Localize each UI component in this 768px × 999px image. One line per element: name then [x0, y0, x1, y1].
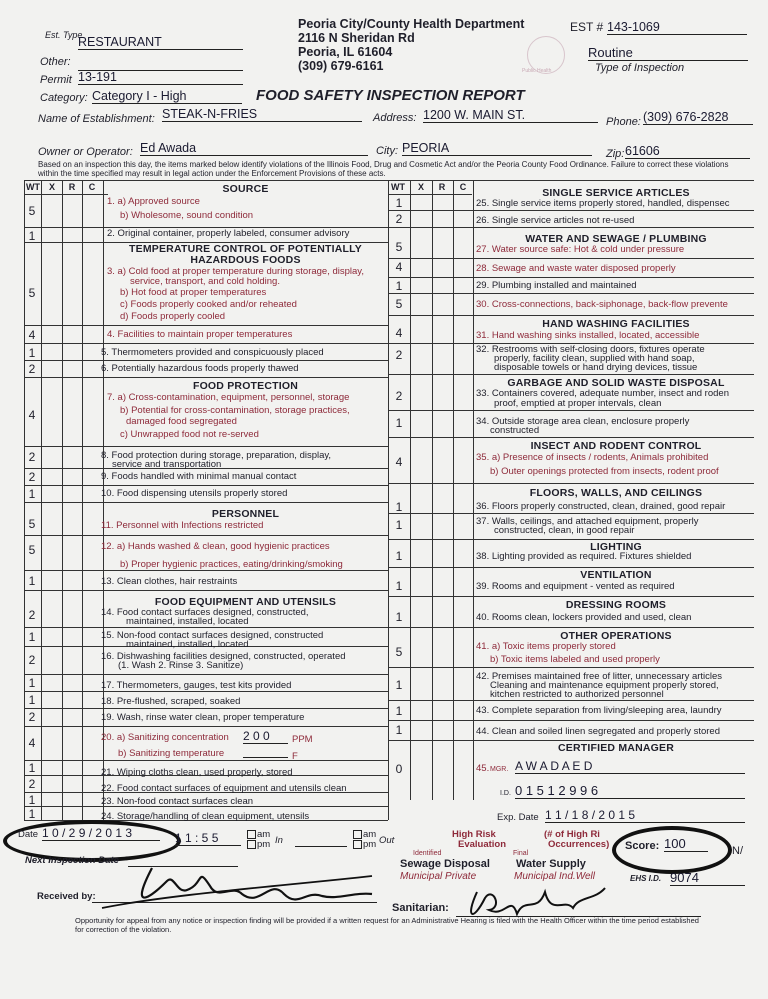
item-41b: b) Toxic items labeled and used properly [490, 654, 660, 665]
col-x: X [48, 182, 55, 192]
next-inspection-label: Next Inspection Date [25, 855, 119, 866]
item-3b: b) Hot food at proper temperatures [120, 287, 267, 298]
dept-phone: (309) 679-6161 [298, 59, 384, 73]
occurrences-label-2: Occurrences) [548, 839, 610, 850]
item-24: 24. Storage/handling of clean equipment, utensils [101, 811, 310, 822]
item-13: 13. Clean clothes, hair restraints [101, 576, 238, 587]
legal-notice: Based on an inspection this day, the items marked below identify violations of the Illinois Food, Drug and Cosmetic Act and/or the Peoria County Food Ordinance. Failure to correct these violations within the time specified may result in legal action under the Enforcement Provisions of these acts. [38, 160, 729, 178]
owner-label: Owner or Operator: [38, 146, 133, 158]
date-label: Date [18, 829, 39, 840]
weight-24: 1 [28, 807, 36, 821]
item-34-cont: constructed [490, 425, 540, 436]
weight-38: 1 [395, 549, 403, 563]
water-options: Municipal Ind.Well [514, 871, 595, 882]
weight-32: 2 [395, 348, 403, 362]
item-20b-unit: F [292, 751, 298, 762]
section-personnel: PERSONNEL [211, 508, 280, 520]
item-8: 8. Food protection during storage, preparation, display, [101, 450, 332, 461]
section-floors: FLOORS, WALLS, AND CEILINGS [529, 487, 703, 499]
item-21: 21. Wiping cloths clean, used properly, stored [101, 767, 293, 778]
col-wt: WT [26, 182, 40, 192]
score-label: Score: [625, 840, 660, 852]
item-38: 38. Lighting provided as required. Fixtures shielded [476, 551, 692, 562]
item-20a-unit: PPM [292, 734, 313, 745]
item-37-cont: constructed, clean, in good repair [494, 525, 635, 536]
category-value: Category I - High [92, 89, 242, 104]
weight-27: 5 [395, 240, 403, 254]
item-12a: 12. a) Hands washed & clean, good hygienic practices [101, 541, 330, 552]
item-19: 19. Wash, rinse water clean, proper temperature [101, 712, 305, 723]
item-23: 23. Non-food contact surfaces clean [101, 796, 254, 807]
item-16: 16. Dishwashing facilities designed, constructed, operated [101, 651, 346, 662]
city-label: City: [376, 145, 398, 157]
item-42-cont2: kitchen restricted to authorized personnel [490, 689, 664, 700]
item-6: 6. Potentially hazardous foods properly thawed [101, 363, 299, 374]
weight-43: 1 [395, 704, 403, 718]
col-r: R [68, 182, 76, 192]
col-wt-right: WT [391, 182, 405, 192]
item-43: 43. Complete separation from living/sleeping area, laundry [476, 705, 722, 716]
weight-25: 1 [395, 196, 403, 210]
manager-name: A W A D A E D [515, 759, 745, 774]
weight-16: 2 [28, 653, 36, 667]
phone-label: Phone: [606, 116, 641, 128]
establishment-label: Name of Establishment: [38, 113, 155, 125]
item-27: 27. Water source safe: Hot & cold under pressure [476, 244, 685, 255]
item-10: 10. Food dispensing utensils properly stored [101, 488, 288, 499]
col-c-right: C [459, 182, 467, 192]
section-temperature: TEMPERATURE CONTROL OF POTENTIALLY [129, 243, 362, 255]
weight-31: 4 [395, 326, 403, 340]
item-1a: 1. a) Approved source [107, 196, 200, 207]
owner-value: Ed Awada [140, 141, 368, 156]
section-dressing-rooms: DRESSING ROOMS [565, 599, 667, 611]
weight-28: 4 [395, 260, 403, 274]
item-35b: b) Outer openings protected from insects, rodent proof [490, 466, 719, 477]
weight-2: 1 [28, 229, 36, 243]
received-by-signature [92, 846, 382, 918]
item-20a: 20. a) Sanitizing concentration [101, 732, 229, 743]
item-17: 17. Thermometers, gauges, test kits provided [101, 680, 292, 691]
item-3a-cont: service, transport, and cold holding. [130, 276, 280, 287]
weight-41: 5 [395, 645, 403, 659]
col-c: C [88, 182, 96, 192]
weight-4: 4 [28, 328, 36, 342]
weight-35: 4 [395, 455, 403, 469]
weight-5: 1 [28, 346, 36, 360]
weight-7: 4 [28, 408, 36, 422]
time-in-pm: pm [257, 839, 271, 850]
item-3c: c) Foods properly cooked and/or reheated [120, 299, 297, 310]
weight-45: 0 [395, 762, 403, 776]
time-in: 1 1 : 5 5 [175, 831, 241, 846]
section-temperature-sub: HAZARDOUS FOODS [190, 254, 301, 266]
category-label: Category: [40, 92, 88, 104]
col-r-right: R [438, 182, 446, 192]
establishment-name: STEAK-N-FRIES [162, 107, 362, 122]
item-7c: c) Unwrapped food not re-served [120, 429, 259, 440]
section-insect-rodent: INSECT AND RODENT CONTROL [530, 440, 702, 452]
item-9: 9. Foods handled with minimal manual contact [101, 471, 297, 482]
city-value: PEORIA [402, 141, 592, 156]
high-risk-evaluation-label: Evaluation [458, 839, 507, 850]
received-by-label: Received by: [37, 891, 96, 902]
time-out-am: am [363, 829, 377, 840]
address-value: 1200 W. MAIN ST. [423, 108, 598, 123]
item-26: 26. Single service articles not re-used [476, 215, 635, 226]
weight-36: 1 [395, 500, 403, 514]
weight-26: 2 [395, 212, 403, 226]
sewage-options: Municipal Private [400, 871, 477, 882]
sanitizing-temperature-field [243, 748, 288, 758]
weight-37: 1 [395, 518, 403, 532]
item-33-cont: proof, emptied at proper intervals, clean [494, 398, 662, 409]
permit-label: Permit [40, 74, 72, 86]
water-supply-label: Water Supply [516, 858, 586, 870]
weight-23: 1 [28, 793, 36, 807]
sewage-disposal-label: Sewage Disposal [400, 858, 490, 870]
weight-42: 1 [395, 678, 403, 692]
sanitarian-label: Sanitarian: [392, 902, 449, 914]
item-34: 34. Outside storage area clean, enclosure properly [476, 416, 690, 427]
item-7b: b) Potential for cross-contamination, storage practices, [120, 405, 350, 416]
item-45: 45. [476, 763, 490, 774]
col-x-right: X [417, 182, 424, 192]
item-41a: 41. a) Toxic items properly stored [476, 641, 616, 652]
est-type-value: RESTAURANT [78, 35, 243, 50]
est-no-label: EST # [570, 20, 604, 34]
item-35a: 35. a) Presence of insects / rodents, Animals prohibited [476, 452, 709, 463]
item-32-cont2: disposable towels or hand drying devices, tissue [494, 362, 698, 373]
item-20b: b) Sanitizing temperature [118, 748, 225, 759]
weight-21: 1 [28, 761, 36, 775]
item-15: 15. Non-food contact surfaces designed, constructed [101, 630, 324, 641]
section-other-operations: OTHER OPERATIONS [560, 630, 672, 642]
weight-44: 1 [395, 723, 403, 737]
manager-exp-label: Exp. Date [497, 812, 539, 823]
weight-9: 2 [28, 470, 36, 484]
item-3d: d) Foods properly cooled [120, 311, 226, 322]
section-single-service: SINGLE SERVICE ARTICLES [542, 187, 690, 199]
time-out-am-box[interactable] [353, 830, 362, 839]
item-8-cont: service and transportation [112, 459, 222, 470]
zip-value: 61606 [625, 144, 750, 159]
dept-street: 2116 N Sheridan Rd [298, 31, 415, 45]
item-3a: 3. a) Cold food at proper temperature during storage, display, [107, 266, 364, 277]
section-hand-washing: HAND WASHING FACILITIES [542, 318, 690, 330]
section-garbage: GARBAGE AND SOLID WASTE DISPOSAL [507, 377, 725, 389]
item-7b-cont: damaged food segregated [126, 416, 237, 427]
section-food-protection: FOOD PROTECTION [192, 380, 299, 392]
item-33: 33. Containers covered, adequate number, insect and roden [476, 388, 729, 399]
appeal-notice: Opportunity for appeal from any notice or inspection finding will be provided if a written request for an Administrative Hearing is filed with the Health Officer within the time period established for correction of the violation. [75, 916, 699, 934]
item-18: 18. Pre-flushed, scraped, soaked [101, 696, 241, 707]
weight-10: 1 [28, 487, 36, 501]
manager-exp-date: 1 1 / 1 8 / 2 0 1 5 [545, 808, 745, 823]
weight-13: 1 [28, 574, 36, 588]
item-11: 11. Personnel with Infections restricted [101, 520, 264, 531]
section-lighting: LIGHTING [590, 541, 642, 553]
score-value: 100 [664, 836, 708, 852]
est-no-value: 143-1069 [607, 20, 747, 35]
address-label: Address: [373, 112, 417, 124]
item-36: 36. Floors properly constructed, clean, drained, good repair [476, 501, 726, 512]
occurrences-label: (# of High Ri [544, 829, 600, 840]
item-40: 40. Rooms clean, lockers provided and used, clean [476, 612, 692, 623]
item-28: 28. Sewage and waste water disposed properly [476, 263, 676, 274]
weight-40: 1 [395, 610, 403, 624]
section-water-sewage: WATER AND SEWAGE / PLUMBING [525, 233, 707, 245]
section-equipment: FOOD EQUIPMENT AND UTENSILS [154, 596, 337, 608]
zip-label: Zip: [606, 148, 625, 160]
weight-39: 1 [395, 579, 403, 593]
sanitizing-concentration-value: 2 0 0 [243, 729, 288, 744]
item-39: 39. Rooms and equipment - vented as required [476, 581, 675, 592]
section-source: SOURCE [222, 183, 269, 195]
dept-city: Peoria, IL 61604 [298, 45, 393, 59]
item-31: 31. Hand washing sinks installed, located, accessible [476, 330, 700, 341]
weight-33: 2 [395, 389, 403, 403]
report-title: FOOD SAFETY INSPECTION REPORT [256, 87, 525, 104]
phone-value: (309) 676-2828 [643, 110, 753, 125]
weight-22: 2 [28, 777, 36, 791]
time-in-am: am [257, 829, 271, 840]
final-label: Final [513, 850, 529, 857]
other-label: Other: [40, 56, 71, 68]
manager-id-label: I.D. [500, 790, 511, 797]
item-5: 5. Thermometers provided and conspicuously placed [101, 347, 324, 358]
item-22: 22. Food contact surfaces of equipment and utensils clean [101, 783, 347, 794]
manager-id: 0 1 5 1 2 9 9 6 [515, 783, 745, 799]
weight-17: 1 [28, 676, 36, 690]
item-16-cont: (1. Wash 2. Rinse 3. Sanitize) [118, 660, 244, 671]
item-14-cont: maintained, installed, located [126, 616, 249, 627]
manager-label: MGR. [490, 766, 509, 773]
item-1b: b) Wholesome, sound condition [120, 210, 254, 221]
weight-8: 2 [28, 450, 36, 464]
item-7a: 7. a) Cross-contamination, equipment, personnel, storage [107, 392, 350, 403]
weight-20: 4 [28, 736, 36, 750]
weight-1: 5 [28, 204, 36, 218]
weight-19: 2 [28, 710, 36, 724]
item-25: 25. Single service items properly stored, handled, dispensec [476, 198, 730, 209]
item-4: 4. Facilities to maintain proper temperatures [107, 329, 293, 340]
permit-value: 13-191 [78, 70, 243, 85]
identified-label: Identified [413, 850, 442, 857]
item-42-cont: Cleaning and maintenance equipment properly stored, [490, 680, 719, 691]
item-2: 2. Original container, properly labeled, consumer advisory [107, 228, 350, 239]
section-ventilation: VENTILATION [580, 569, 652, 581]
seal-text: Public Health [522, 68, 552, 74]
weight-18: 1 [28, 693, 36, 707]
time-in-label: In [275, 835, 283, 846]
weight-12: 5 [28, 543, 36, 557]
section-certified-manager: CERTIFIED MANAGER [558, 742, 674, 754]
dept-name: Peoria City/County Health Department [298, 17, 525, 31]
weight-34: 1 [395, 416, 403, 430]
inspection-type-label: Type of Inspection [595, 62, 685, 74]
weight-3: 5 [28, 286, 36, 300]
time-out-pm: pm [363, 839, 377, 850]
inspection-type: Routine [588, 45, 748, 61]
item-15-cont: maintained, installed, located [126, 639, 249, 650]
item-30: 30. Cross-connections, back-siphonage, back-flow prevente [476, 299, 728, 310]
item-12b: b) Proper hygienic practices, eating/drinking/smoking [120, 559, 343, 570]
weight-11: 5 [28, 517, 36, 531]
weight-15: 1 [28, 630, 36, 644]
weight-30: 5 [395, 297, 403, 311]
ehs-id-label: EHS I.D. [630, 874, 662, 883]
item-32: 32. Restrooms with self-closing doors, fixtures operate [476, 344, 705, 355]
item-29: 29. Plumbing installed and maintained [476, 280, 637, 291]
score-na: N/ [732, 845, 743, 857]
time-out-label: Out [379, 835, 395, 846]
item-37: 37. Walls, ceilings, and attached equipment, properly [476, 516, 699, 527]
weight-14: 2 [28, 608, 36, 622]
item-44: 44. Clean and soiled linen segregated and properly stored [476, 726, 720, 737]
est-type-label: Est. Type [45, 30, 83, 40]
time-in-am-box[interactable] [247, 830, 256, 839]
inspection-date: 1 0 / 2 9 / 2 0 1 3 [42, 826, 160, 841]
weight-29: 1 [395, 279, 403, 293]
ehs-id-value: 9074 [670, 870, 745, 886]
item-32-cont: properly, facility clean, supplied with hand soap, [494, 353, 695, 364]
item-14: 14. Food contact surfaces designed, constructed, [101, 607, 309, 618]
high-risk-label: High Risk [452, 829, 496, 840]
weight-6: 2 [28, 362, 36, 376]
item-42: 42. Premises maintained free of litter, unnecessary articles [476, 671, 723, 682]
